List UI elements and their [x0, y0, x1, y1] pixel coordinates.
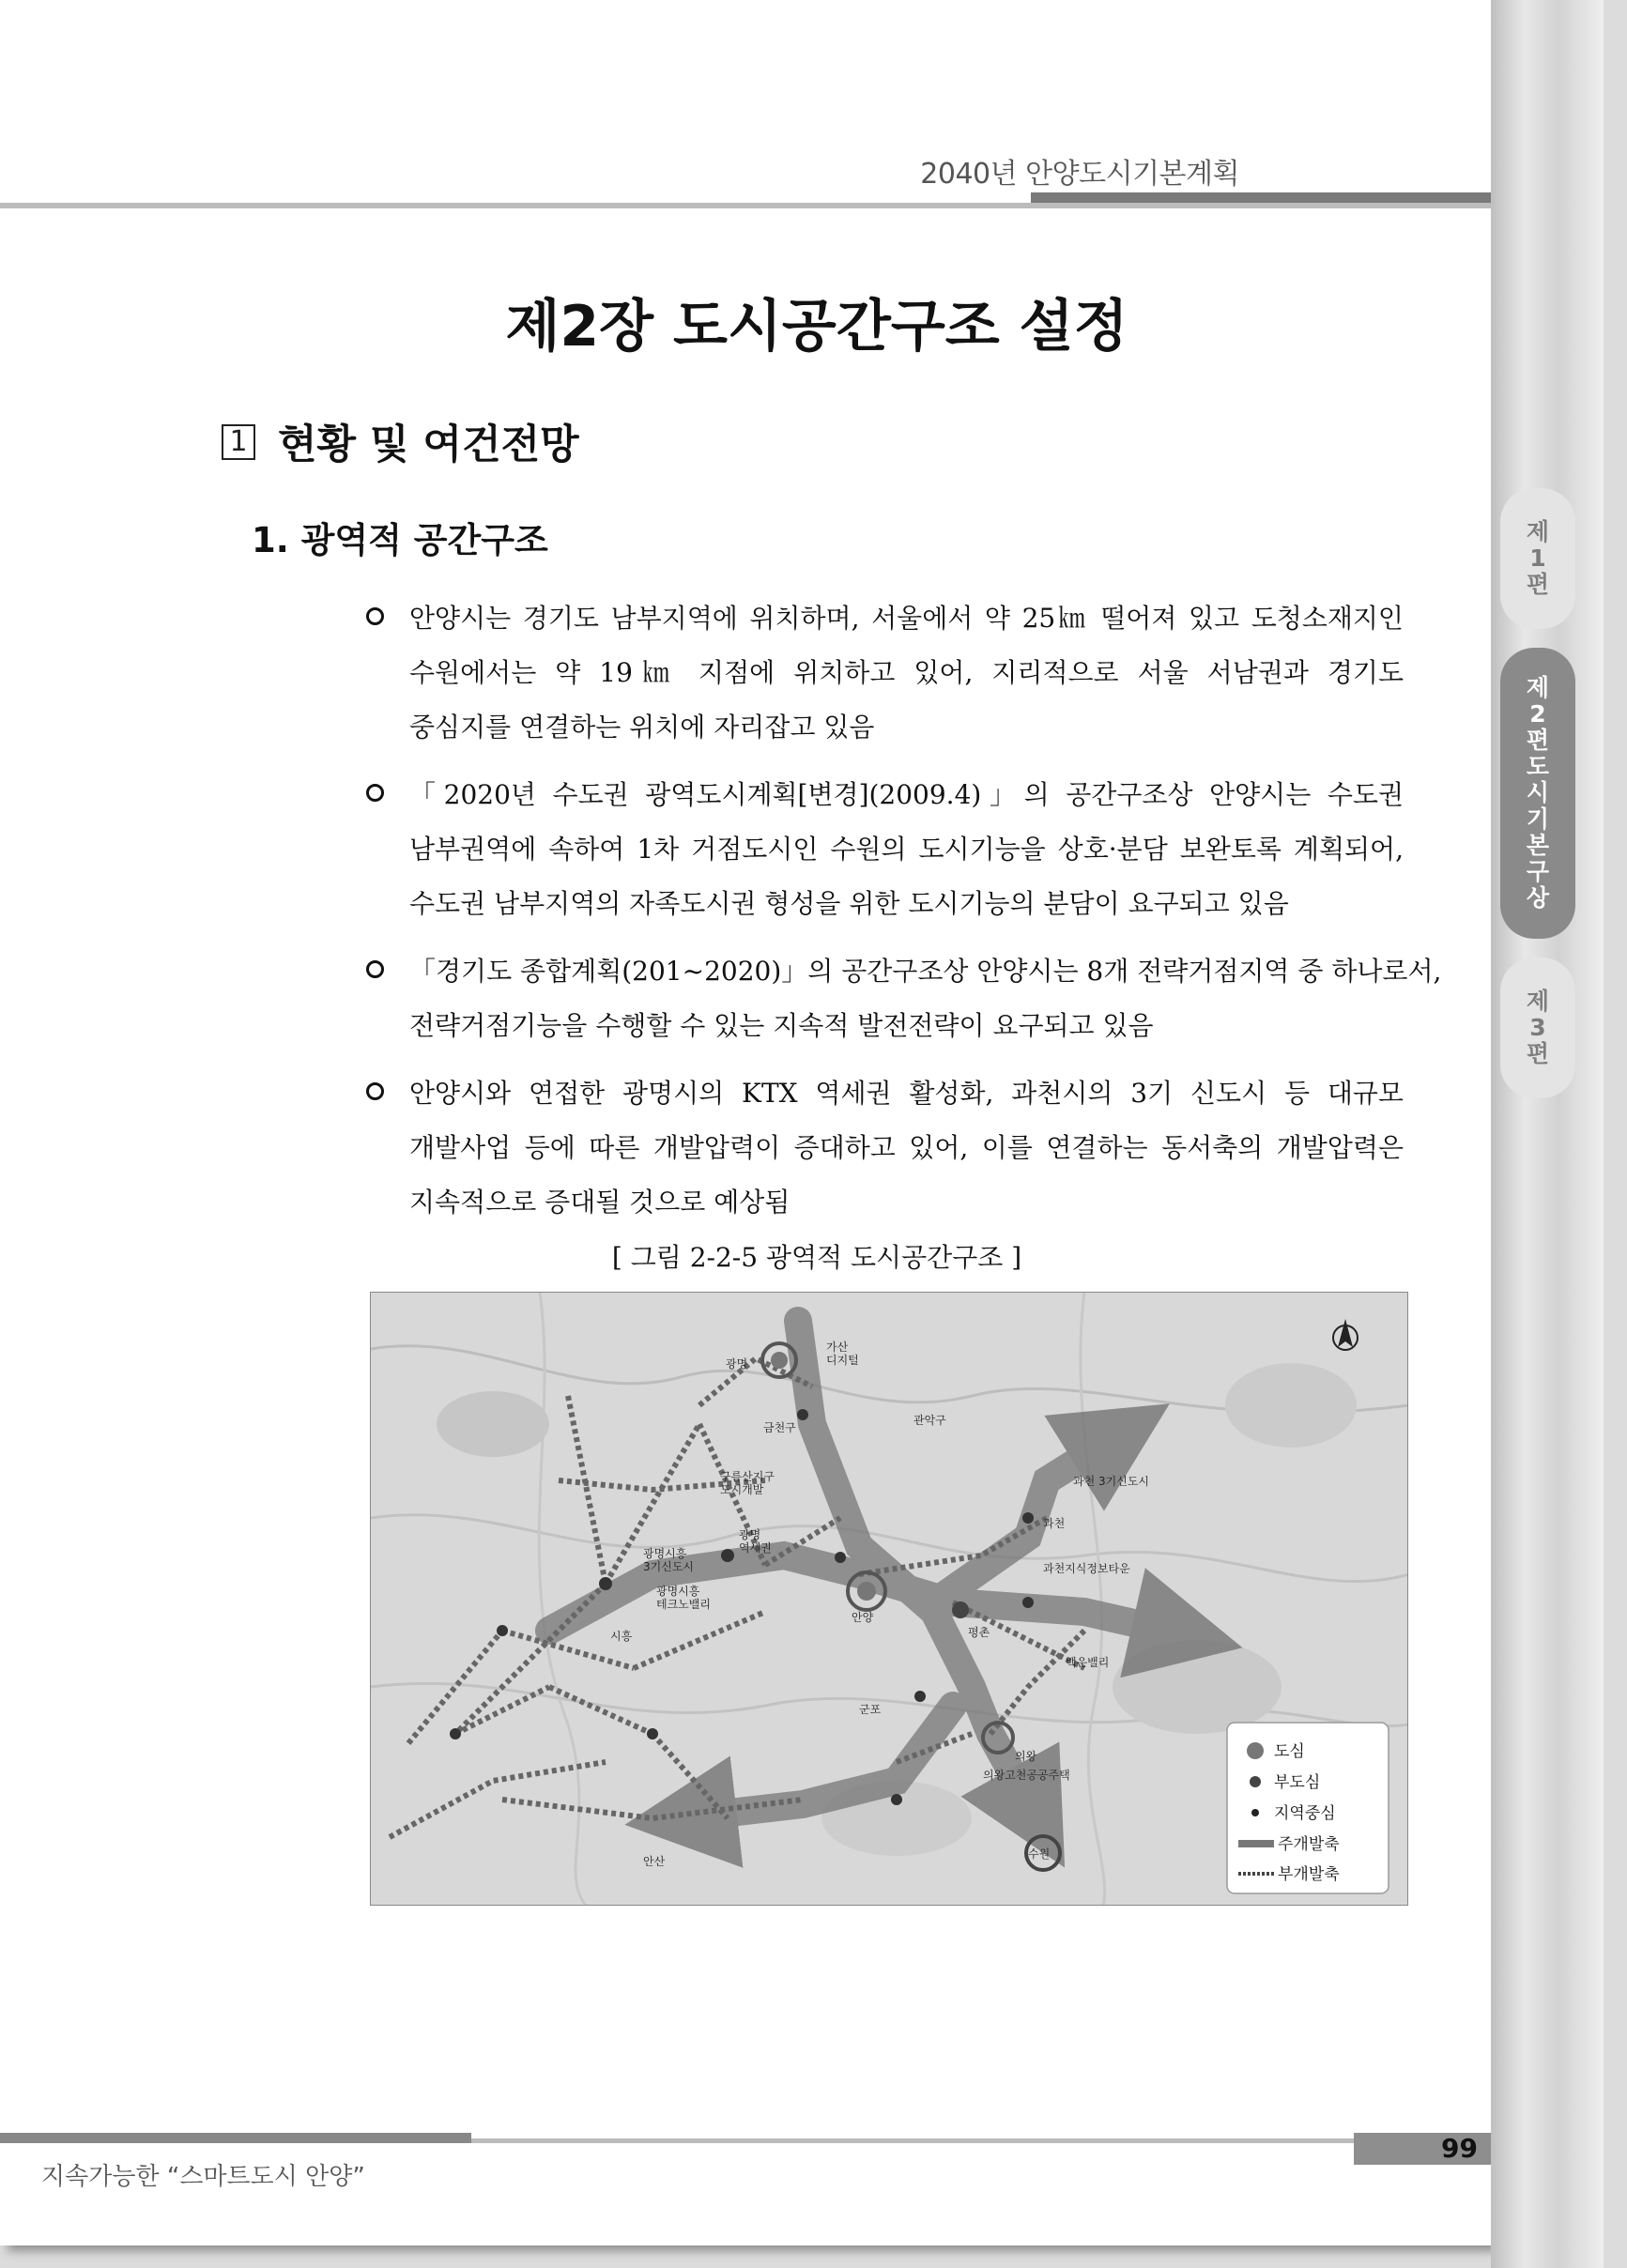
side-tab-part-2[interactable]: [1500, 648, 1575, 939]
spatial-structure-map: [370, 1292, 1408, 1906]
legend-main-axis: 주개발축: [1278, 1835, 1340, 1854]
header-rule-accent: [1031, 192, 1491, 203]
side-tab-char: 시: [1526, 779, 1550, 806]
map-label-gasan: 가산 디지털: [826, 1341, 859, 1367]
subsection-title: 1. 광역적 공간구조: [252, 520, 548, 560]
bullet-circle-icon: [366, 784, 384, 802]
bullet-line: 수도권 남부지역의 자족도시권 형성을 위한 도시기능의 분담이 요구되고 있음: [409, 888, 1289, 919]
side-tab-char: 2: [1529, 700, 1546, 728]
legend-sub-axis: 부개발축: [1278, 1865, 1340, 1884]
side-tab-part-3[interactable]: [1500, 958, 1575, 1098]
map-label-gm-3rd: 광명시흥 3기신도시: [643, 1547, 695, 1573]
side-tab-char: 편: [1526, 727, 1550, 754]
map-label-gureum: 구름산지구 도시개발: [720, 1470, 775, 1496]
bullet-item: [366, 944, 1442, 1053]
section-title: 현황 및 여건전망: [278, 421, 579, 468]
bullet-line: 중심지를 연결하는 위치에 자리잡고 있음: [409, 712, 875, 743]
legend-center: 도심: [1274, 1742, 1305, 1761]
side-tab-char: 기: [1526, 805, 1550, 833]
bullet-item: [366, 768, 1404, 931]
map-label-baekun: 백운밸리: [1066, 1656, 1110, 1669]
bullet-line: 전략거점기능을 수행할 수 있는 지속적 발전전략이 요구되고 있음: [409, 1010, 1154, 1041]
map-label-uiwang-gocheon: 의왕고천공공주택: [983, 1769, 1070, 1782]
page-number: 99: [1354, 2133, 1491, 2165]
section-heading: [222, 413, 579, 470]
side-tab-char: 상: [1526, 884, 1550, 912]
map-legend: [1227, 1723, 1389, 1893]
map-label-siheung: 시흥: [610, 1630, 633, 1643]
side-tab-char: 본: [1526, 832, 1550, 859]
map-label-gm-station: 광명 역세권: [739, 1528, 772, 1555]
side-tab-char: 제: [1526, 518, 1550, 545]
map-label-gm-techno: 광명시흥 테크노밸리: [656, 1585, 711, 1611]
page-edge-shadow: [1491, 0, 1604, 2268]
bullet-line: 「2020년 수도권 광역도시계획[변경](2009.4)」의 공간구조상 안양시는 수도권: [409, 779, 1404, 810]
footer-rule-accent: [0, 2133, 471, 2143]
map-label-ansan: 안산: [643, 1855, 666, 1868]
map-label-suwon: 수원: [1028, 1847, 1051, 1861]
bullet-list: [366, 591, 1442, 1243]
side-tab-char: 제: [1526, 988, 1550, 1015]
bullet-line: 안양시와 연접한 광명시의 KTX 역세권 활성화, 과천시의 3기 신도시 등 대규모: [409, 1078, 1404, 1109]
chapter-title: 제2장 도시공간구조 설정: [505, 294, 1128, 360]
bullet-line: 남부권역에 속하여 1차 거점도시인 수원의 도시기능을 상호·분담 보완토록 계획되어,: [409, 834, 1404, 865]
bullet-item: [366, 1066, 1404, 1230]
bullet-circle-icon: [366, 1082, 384, 1100]
side-tab-part-1[interactable]: [1500, 488, 1575, 629]
map-label-gwanak: 관악구: [913, 1414, 946, 1427]
side-tab-char: 편: [1526, 571, 1550, 598]
map-label-pyeongchon: 평촌: [968, 1626, 990, 1639]
map-label-gwacheon: 과천: [1043, 1517, 1066, 1530]
bullet-line: 지속적으로 증대될 것으로 예상됨: [409, 1187, 790, 1218]
legend-local-center: 지역중심: [1274, 1804, 1336, 1823]
bullet-circle-icon: [366, 607, 384, 625]
map-label-gunpo: 군포: [859, 1703, 882, 1716]
running-header: 2040년 안양도시기본계획: [920, 158, 1239, 191]
bullet-circle-icon: [366, 960, 384, 978]
map-label-geumcheon: 금천구: [763, 1421, 796, 1434]
side-tab-char: 편: [1526, 1040, 1550, 1067]
bullet-line: 「경기도 종합계획(201~2020)」의 공간구조상 안양시는 8개 전략거점지역 중 하나로서,: [409, 956, 1442, 987]
bullet-line: 안양시는 경기도 남부지역에 위치하며, 서울에서 약 25㎞ 떨어져 있고 도청소재지인: [409, 603, 1404, 634]
map-label-gwacheon-3rd: 과천 3기신도시: [1073, 1475, 1150, 1488]
footer-slogan: 지속가능한 “스마트도시 안양”: [41, 2163, 365, 2191]
side-tab-char: 구: [1526, 858, 1550, 885]
bullet-line: 수원에서는 약 19㎞ 지점에 위치하고 있어, 지리적으로 서울 서남권과 경기도: [409, 657, 1404, 688]
map-label-gwacheon-info: 과천지식정보타운: [1043, 1562, 1130, 1575]
map-label-gwangmyeong: 광명: [726, 1357, 748, 1371]
bullet-line: 개발사업 등에 따른 개발압력이 증대하고 있어, 이를 연결하는 동서축의 개발압력은: [409, 1132, 1404, 1163]
side-tab-char: 제: [1526, 674, 1550, 701]
section-number-box: 1: [222, 424, 255, 460]
side-tab-char: 1: [1529, 544, 1546, 572]
legend-sub-center: 부도심: [1274, 1773, 1321, 1792]
bullet-item: [366, 591, 1404, 755]
side-tab-char: 도: [1526, 753, 1550, 780]
side-tab-char: 3: [1529, 1014, 1546, 1041]
map-label-anyang: 안양: [852, 1611, 874, 1624]
figure-caption: [ 그림 2-2-5 광역적 도시공간구조 ]: [611, 1242, 1022, 1273]
header-rule: [0, 203, 1491, 208]
map-label-uiwang: 의왕: [1015, 1750, 1037, 1763]
